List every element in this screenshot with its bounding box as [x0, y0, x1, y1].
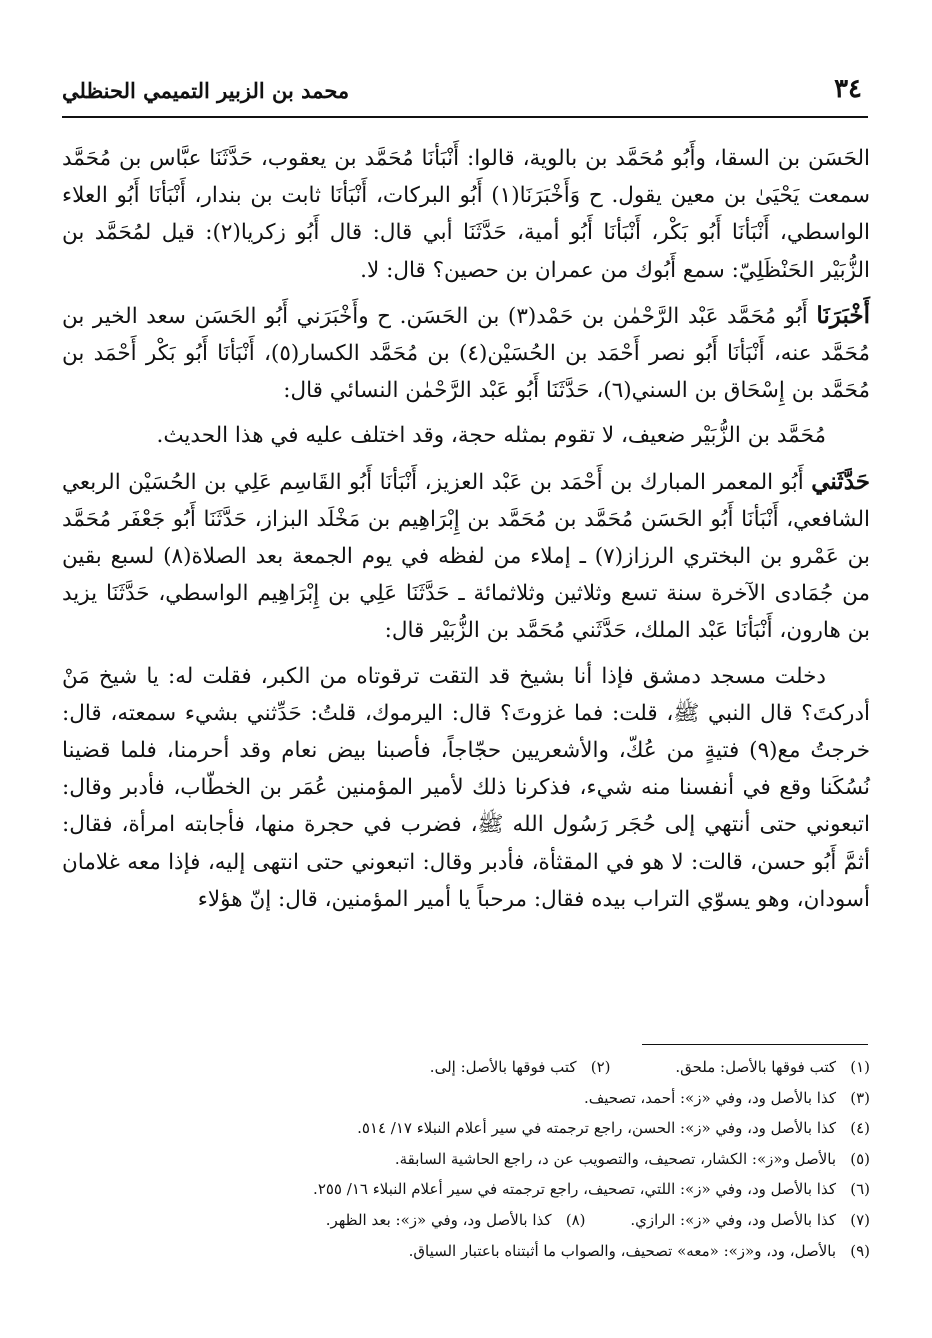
footnote-number: (٦)	[850, 1180, 870, 1199]
footnote-9	[80, 1236, 870, 1267]
paragraph-4	[62, 463, 870, 650]
footnote-number: (٨)	[565, 1210, 586, 1229]
paragraph-4-text: أَبُو المعمر المبارك بن أَحْمَد بن عَبْد العزيز، أَنْبَأنَا أَبُو القَاسِم عَلِي بن الحُسَيْن الربعي الشافعي، أَنْبَأنَا أَبُو الحَسَن مُحَمَّد بن مُحَمَّد بن إِبْرَاهِيم بن مَخْلَد البزاز، حَدَّثَنَا أَبُو جَعْفَر مُحَمَّد بن عَمْرو بن البختري الرزاز(٧) ـ إملاء من لفظه في يوم الجمعة بعد الصلاة(٨) لسبع بقين من جُمَادى الآخرة سنة تسع وثلاثين وثلاثمائة ـ حَدَّثَنَا عَلِي بن إِبْرَاهِيم الواسطي، حَدَّثَنَا يزيد بن هارون، أَنْبَأنَا عَبْد الملك، حَدَّثَني مُحَمَّد بن الزُّبَيْر قال:	[62, 469, 871, 644]
running-title: محمد بن الزبير التميمي الحنظلي	[62, 78, 350, 103]
footnote-text: بالأصل و«ز»: الكشار، تصحيف، والتصويب عن د، راجع الحاشية السابقة.	[394, 1149, 836, 1168]
footnote-line-7-8	[80, 1205, 870, 1236]
paragraph-1: الحَسَن بن السقا، وأَبُو مُحَمَّد بن بالوية، قالوا: أَنْبَأنَا مُحَمَّد بن يعقوب، حَدَّثَنَا عبَّاس بن مُحَمَّد سمعت يَحْيَىٰ بن معين يقول. ح وَأَخْبَرَنَا(١) أَبُو البركات، أَنْبَأنَا ثابت بن بندار، أَنْبَأنَا أَبُو العلاء الواسطي، أَنْبَأنَا أَبُو بَكْر، أَنْبَأنَا أَبُو أمية، حَدَّثَنَا أبي قال: قال أَبُو زكريا(٢): قيل لمُحَمَّد بن الزُّبَيْر الحَنْظَلِيّ: سمع أَبُوك من عمران بن حصين؟ قال: لا.	[62, 146, 870, 283]
page-number: ٣٤	[834, 74, 862, 104]
page-header	[62, 66, 868, 118]
footnote-number: (١)	[850, 1058, 870, 1076]
paragraph-5: دخلت مسجد دمشق فإذا أنا بشيخ قد التقت ترقوتاه من الكبر، فقلت له: يا شيخ مَنْ أدركتَ؟ قال النبي ﷺ، قلت: فما غزوتَ؟ قال: اليرموك، قلتُ: حَدِّثني بشيء سمعته، قال: خرجتُ مع(٩) فتيةٍ من عُكّ، والأشعريين حجّاجاً، فأصبنا بيض نعام وقد أحرمنا، فلما قضينا نُسُكَنا وقع في أنفسنا منه شيء، فذكرنا ذلك لأمير المؤمنين عُمَر بن الخطّاب، فأدبر وقال: اتبعوني حتى أنتهي إلى حُجَر رَسُول الله ﷺ، فضرب في حجرة منها، فأجابته امرأة، فقال: أثمَّ أَبُو حسن، قالت: لا هو في المقثأة، فأدبر وقال: اتبعوني حتى انتهى إليه، فإذا معه غلامان أسودان، وهو يسوّي التراب بيده فقال: مرحباً يا أمير المؤمنين، قال: إنّ هؤلاء	[62, 663, 870, 912]
footnote-3	[80, 1083, 870, 1114]
footnote-text: كتب فوقها بالأصل: إلى.	[429, 1058, 577, 1076]
footnote-number: (٢)	[590, 1058, 611, 1076]
footnote-rule	[642, 1044, 868, 1045]
paragraph-2-text: أَبُو مُحَمَّد عَبْد الرَّحْمٰن بن حَمْد(٣) بن الحَسَن. ح وأَخْبَرَني أَبُو الحَسَن سعد الخير بن مُحَمَّد عنه، أَنْبَأنَا أَبُو نصر أَحْمَد بن الحُسَيْن(٤) بن مُحَمَّد الكسار(٥)، أَنْبَأنَا أَبُو بَكْر أَحْمَد بن مُحَمَّد بن إِسْحَاق بن السني(٦)، حَدَّثَنَا أَبُو عَبْد الرَّحْمٰن النسائي قال:	[62, 303, 870, 404]
footnote-number: (٥)	[850, 1149, 870, 1168]
footnote-4	[80, 1113, 870, 1144]
paragraph-4-lead: حَدَّثَني	[811, 467, 870, 495]
footnote-text: بالأصل، ود، و«ز»: «معه» تصحيف، والصواب ما أثبتناه باعتبار السياق.	[408, 1241, 836, 1260]
footnote-number: (٣)	[850, 1088, 870, 1107]
paragraph-3: مُحَمَّد بن الزُّبَيْر ضعيف، لا تقوم بمثله حجة، وقد اختلف عليه في هذا الحديث.	[156, 423, 826, 449]
footnote-number: (٤)	[850, 1119, 870, 1138]
footnote-text: كذا بالأصل ود، وفي «ز»: أحمد، تصحيف.	[583, 1088, 836, 1107]
footnote-6	[80, 1174, 870, 1205]
paragraph-2	[62, 297, 870, 410]
footnote-number: (٧)	[850, 1210, 870, 1229]
footnote-text: كتب فوقها بالأصل: ملحق.	[675, 1058, 836, 1076]
paragraph-2-lead: أَخْبَرَنَا	[816, 301, 870, 329]
footnote-text: كذا بالأصل ود، وفي «ز»: اللتي، تصحيف، راجع ترجمته في سير أعلام النبلاء ١٦/ ٢٥٥.	[313, 1180, 836, 1199]
footnote-number: (٩)	[850, 1241, 870, 1260]
main-text	[62, 140, 870, 926]
footnote-5	[80, 1144, 870, 1175]
header-rule	[62, 116, 868, 118]
footnote-line-1-2	[80, 1052, 870, 1083]
footnote-text: كذا بالأصل ود، وفي «ز»: بعد الظهر.	[325, 1210, 552, 1229]
footnotes	[80, 1052, 870, 1266]
footnote-text: كذا بالأصل ود، وفي «ز»: الرازي.	[630, 1210, 836, 1229]
footnote-text: كذا بالأصل ود، وفي «ز»: الحسن، راجع ترجمته في سير أعلام النبلاء ١٧/ ٥١٤.	[357, 1119, 836, 1138]
